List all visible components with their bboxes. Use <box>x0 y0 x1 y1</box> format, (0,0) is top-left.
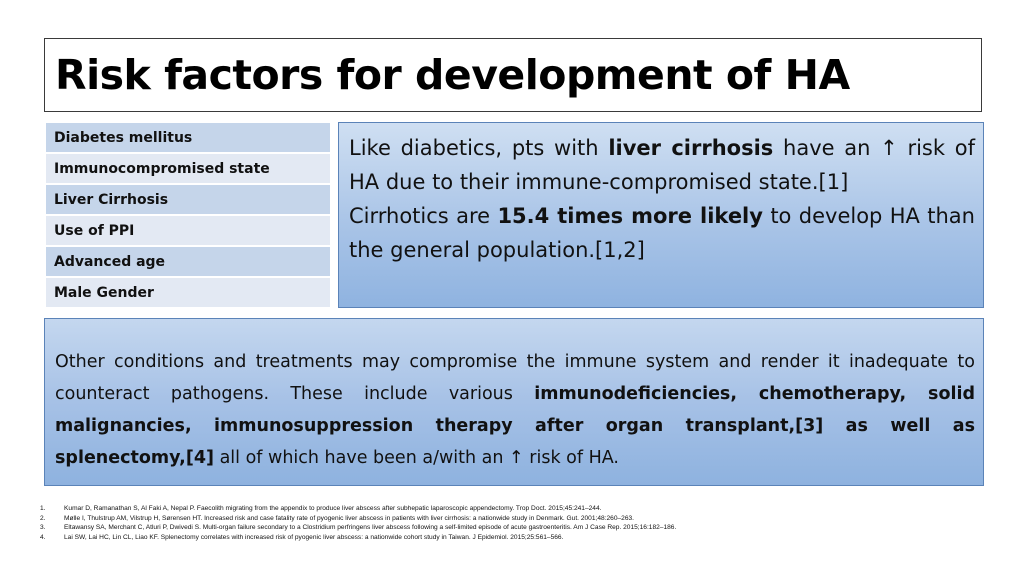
risk-factor-list <box>46 123 330 309</box>
reference-text: Lai SW, Lai HC, Lin CL, Liao KF. Splenectomy correlates with increased risk of pyogenic liver abscess: a nationwide cohort study in Taiwan. J Epidemiol. 2015;25:561–566. <box>64 533 564 541</box>
other-conditions-textbox <box>44 318 984 486</box>
text-run: all of which have been a/with an ↑ risk of HA. <box>214 448 619 468</box>
risk-factor-item: Liver Cirrhosis <box>46 185 330 214</box>
reference-text: Mølle I, Thulstrup AM, Vilstrup H, Sørensen HT. Increased risk and case fatality rate of pyogenic liver abscess in patients with liver cirrhosis: a nationwide study in Denmark. Gut. 2001;48:260–263. <box>64 514 635 522</box>
reference-text: Eltawansy SA, Merchant C, Atluri P, Dwivedi S. Multi-organ failure secondary to a Clostridium perfringens liver abscess following a self-limited episode of acute gastroenteritis. Am J Case Rep. 2015;16:182–186. <box>64 524 677 532</box>
text-run: Cirrhotics are <box>349 204 498 228</box>
text-run: have an ↑ risk of HA due to their immune-compromised state.[1] <box>349 136 975 194</box>
reference-item <box>40 523 1000 533</box>
risk-factor-item: Immunocompromised state <box>46 154 330 183</box>
slide-title: Risk factors for development of HA <box>55 51 850 99</box>
reference-item <box>40 514 1000 524</box>
bold-text-run: liver cirrhosis <box>608 136 774 160</box>
reference-number: 4. <box>40 533 46 541</box>
text-run: Like diabetics, pts with <box>349 136 609 160</box>
risk-factor-item: Male Gender <box>46 278 330 307</box>
reference-number: 2. <box>40 514 46 522</box>
cirrhosis-textbox <box>338 122 984 308</box>
text-run: Other conditions and treatments may compromise the immune system and render it inadequate to counteract pathogens. These include various <box>55 352 975 404</box>
other-conditions-paragraph <box>55 346 975 474</box>
bold-text-run: immunodeficiencies, chemotherapy, solid malignancies, immunosuppression therapy after organ transplant,[3] as well as splenectomy,[4] <box>55 384 975 468</box>
reference-text: Kumar D, Ramanathan S, Al Faki A, Nepal P. Faecolith migrating from the appendix to produce liver abscess after subhepatic laparoscopic appendectomy. Trop Doct. 2015;45:241–244. <box>64 505 602 512</box>
risk-factor-item: Diabetes mellitus <box>46 123 330 152</box>
bold-text-run: 15.4 times more likely <box>497 204 763 228</box>
cirrhosis-paragraph-1 <box>349 131 975 199</box>
reference-number: 1. <box>40 505 46 512</box>
text-run: to develop HA than the general population.[1,2] <box>349 204 975 262</box>
risk-factor-item: Advanced age <box>46 247 330 276</box>
reference-number: 3. <box>40 524 46 532</box>
cirrhosis-paragraph-2 <box>349 199 975 267</box>
reference-item <box>40 504 1000 514</box>
title-box <box>44 38 982 112</box>
references-list <box>40 504 1000 542</box>
reference-item <box>40 533 1000 543</box>
risk-factor-item: Use of PPI <box>46 216 330 245</box>
